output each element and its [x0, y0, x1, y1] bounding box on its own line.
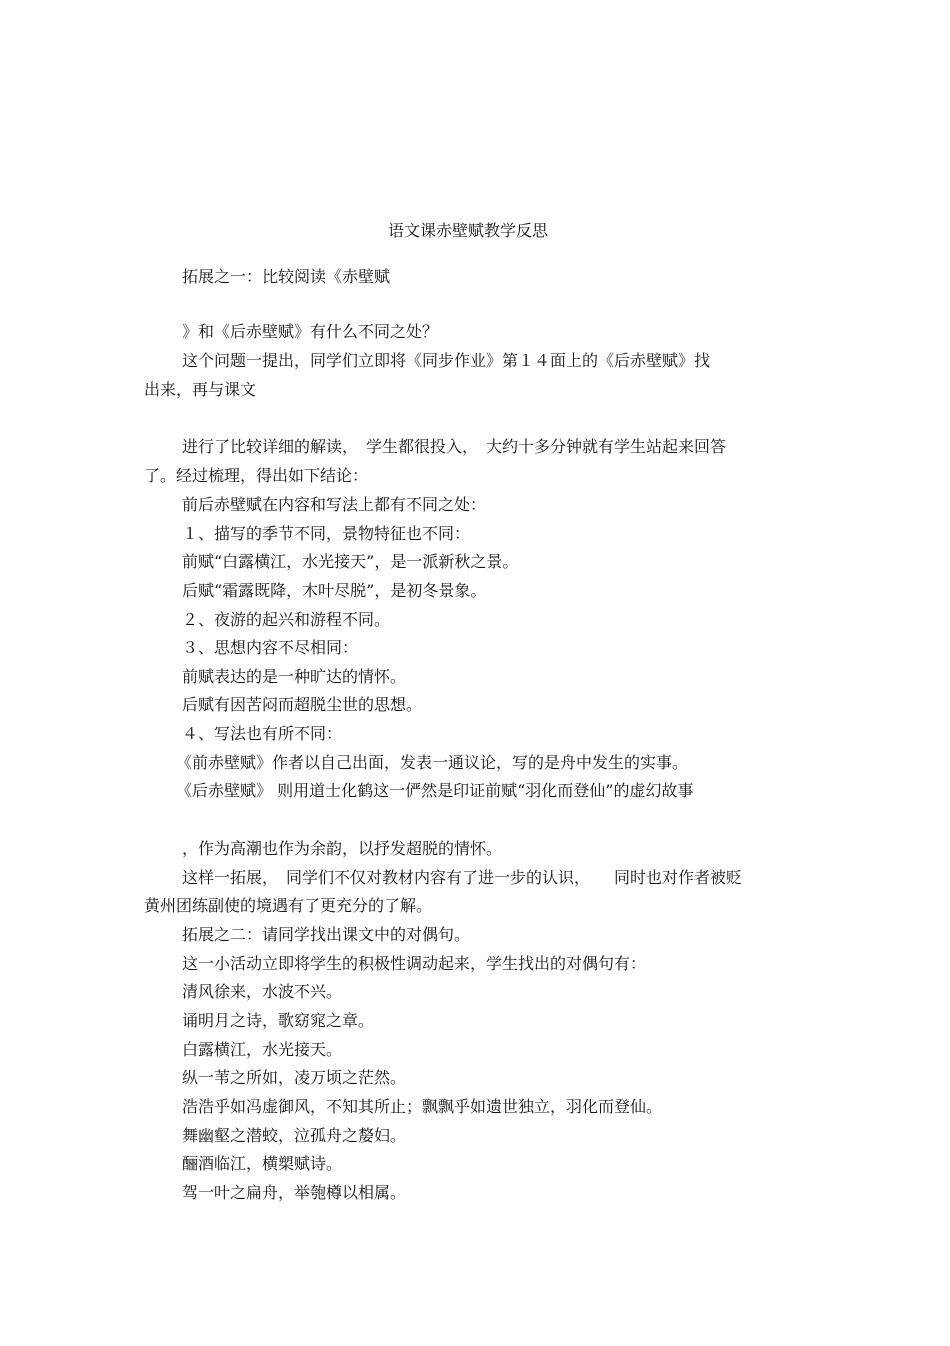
paragraph-line: 诵明月之诗，歌窈窕之章。	[182, 1011, 375, 1030]
paragraph-line: 这一小活动立即将学生的积极性调动起来，学生找出的对偶句有：	[182, 954, 647, 973]
paragraph-line: 进行了比较详细的解读， 学生都很投入， 大约十多分钟就有学生站起来回答	[182, 437, 727, 456]
paragraph-line: 这个问题一提出，同学们立即将《同步作业》第１４面上的《后赤壁赋》找	[182, 351, 711, 370]
paragraph-line: ３、思想内容不尽相同：	[182, 638, 359, 657]
paragraph-line: 舞幽壑之潜蛟，泣孤舟之嫠妇。	[182, 1126, 407, 1145]
paragraph-line: 清风徐来，水波不兴。	[182, 982, 343, 1001]
paragraph-line: 后赋“霜露既降，木叶尽脱”，是初冬景象。	[182, 581, 487, 600]
paragraph-line: 前后赤壁赋在内容和写法上都有不同之处：	[182, 495, 487, 514]
paragraph-line: ４、写法也有所不同：	[182, 724, 343, 743]
paragraph-line: 纵一苇之所如，凌万顷之茫然。	[182, 1068, 407, 1087]
paragraph-line: ２、夜游的起兴和游程不同。	[182, 610, 391, 629]
paragraph-line: 驾一叶之扁舟，举匏樽以相属。	[182, 1183, 407, 1202]
paragraph-line: 拓展之一：比较阅读《赤壁赋	[182, 267, 391, 286]
paragraph-line: 这样一拓展， 同学们不仅对教材内容有了进一步的认识， 同时也对作者被贬	[182, 868, 743, 887]
paragraph-line: 浩浩乎如冯虚御风，不知其所止；飘飘乎如遗世独立，羽化而登仙。	[182, 1097, 663, 1116]
paragraph-line: ，作为高潮也作为余韵，以抒发超脱的情怀。	[182, 839, 503, 858]
paragraph-line: 《后赤壁赋》 则用道士化鹤这一俨然是印证前赋“羽化而登仙”的虚幻故事	[176, 781, 694, 800]
paragraph-line: 《前赤壁赋》作者以自己出面，发表一通议论，写的是舟中发生的实事。	[176, 753, 689, 772]
paragraph-line: 前赋“白露横江，水光接天”，是一派新秋之景。	[182, 552, 519, 571]
paragraph-line: 》和《后赤壁赋》有什么不同之处？	[182, 322, 439, 341]
paragraph-line: 拓展之二：请同学找出课文中的对偶句。	[182, 925, 471, 944]
paragraph-line: １、描写的季节不同，景物特征也不同：	[182, 524, 471, 543]
paragraph-line: 后赋有因苦闷而超脱尘世的思想。	[182, 695, 423, 714]
paragraph-line: 前赋表达的是一种旷达的情怀。	[182, 667, 407, 686]
paragraph-line: 出来，再与课文	[144, 380, 257, 399]
paragraph-line: 白露横江，水光接天。	[182, 1040, 343, 1059]
document-title: 语文课赤壁赋教学反思	[387, 221, 548, 240]
paragraph-line: 了。经过梳理，得出如下结论：	[144, 466, 369, 485]
paragraph-line: 黄州团练副使的境遇有了更充分的了解。	[144, 896, 433, 915]
paragraph-line: 酾酒临江，横槊赋诗。	[182, 1154, 343, 1173]
